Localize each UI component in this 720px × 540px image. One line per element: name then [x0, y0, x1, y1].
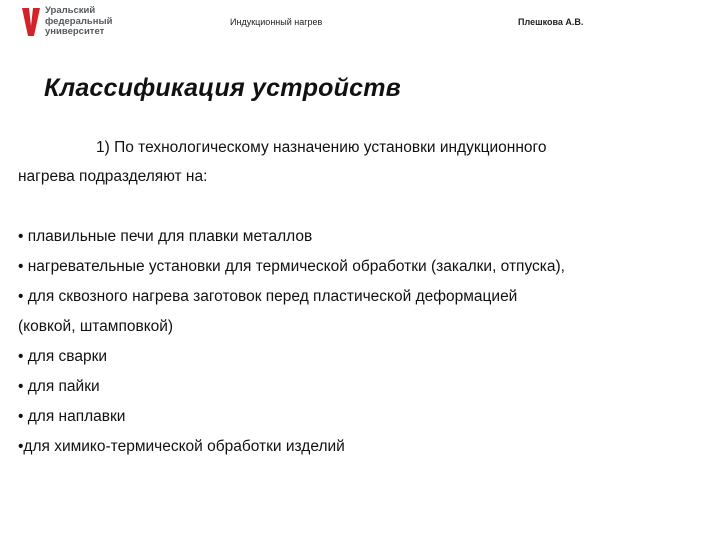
logo-line-2: федеральный: [45, 15, 113, 27]
slide-title: Классификация устройств: [44, 74, 401, 102]
logo-text: [45, 6, 112, 38]
urfu-logo-mark-icon: [20, 6, 42, 40]
list-item: • нагревательные установки для термической обработки (закалки, отпуска),: [18, 258, 565, 275]
list-item: • плавильные печи для плавки металлов: [18, 228, 313, 245]
intro-line-2: нагрева подразделяют на:: [18, 168, 208, 185]
logo-line-1: Уральский: [45, 5, 96, 16]
author-name: Плешкова А.В.: [518, 17, 584, 27]
list-item: •для химико-термической обработки изделий: [18, 438, 345, 455]
intro-paragraph: [18, 133, 698, 191]
list-item: • для пайки: [18, 378, 100, 395]
list-item: • для сквозного нагрева заготовок перед пластической деформацией: [18, 288, 518, 305]
course-name: Индукционный нагрев: [230, 17, 323, 27]
university-logo: [20, 6, 130, 42]
intro-line-1: 1) По технологическому назначению установки индукционного: [96, 139, 547, 156]
list-item: • для наплавки: [18, 408, 126, 425]
list-item: (ковкой, штамповкой): [18, 318, 174, 335]
device-type-list: [18, 222, 708, 462]
logo-line-3: университет: [45, 26, 105, 37]
slide-header: [0, 0, 720, 48]
list-item: • для сварки: [18, 348, 108, 365]
